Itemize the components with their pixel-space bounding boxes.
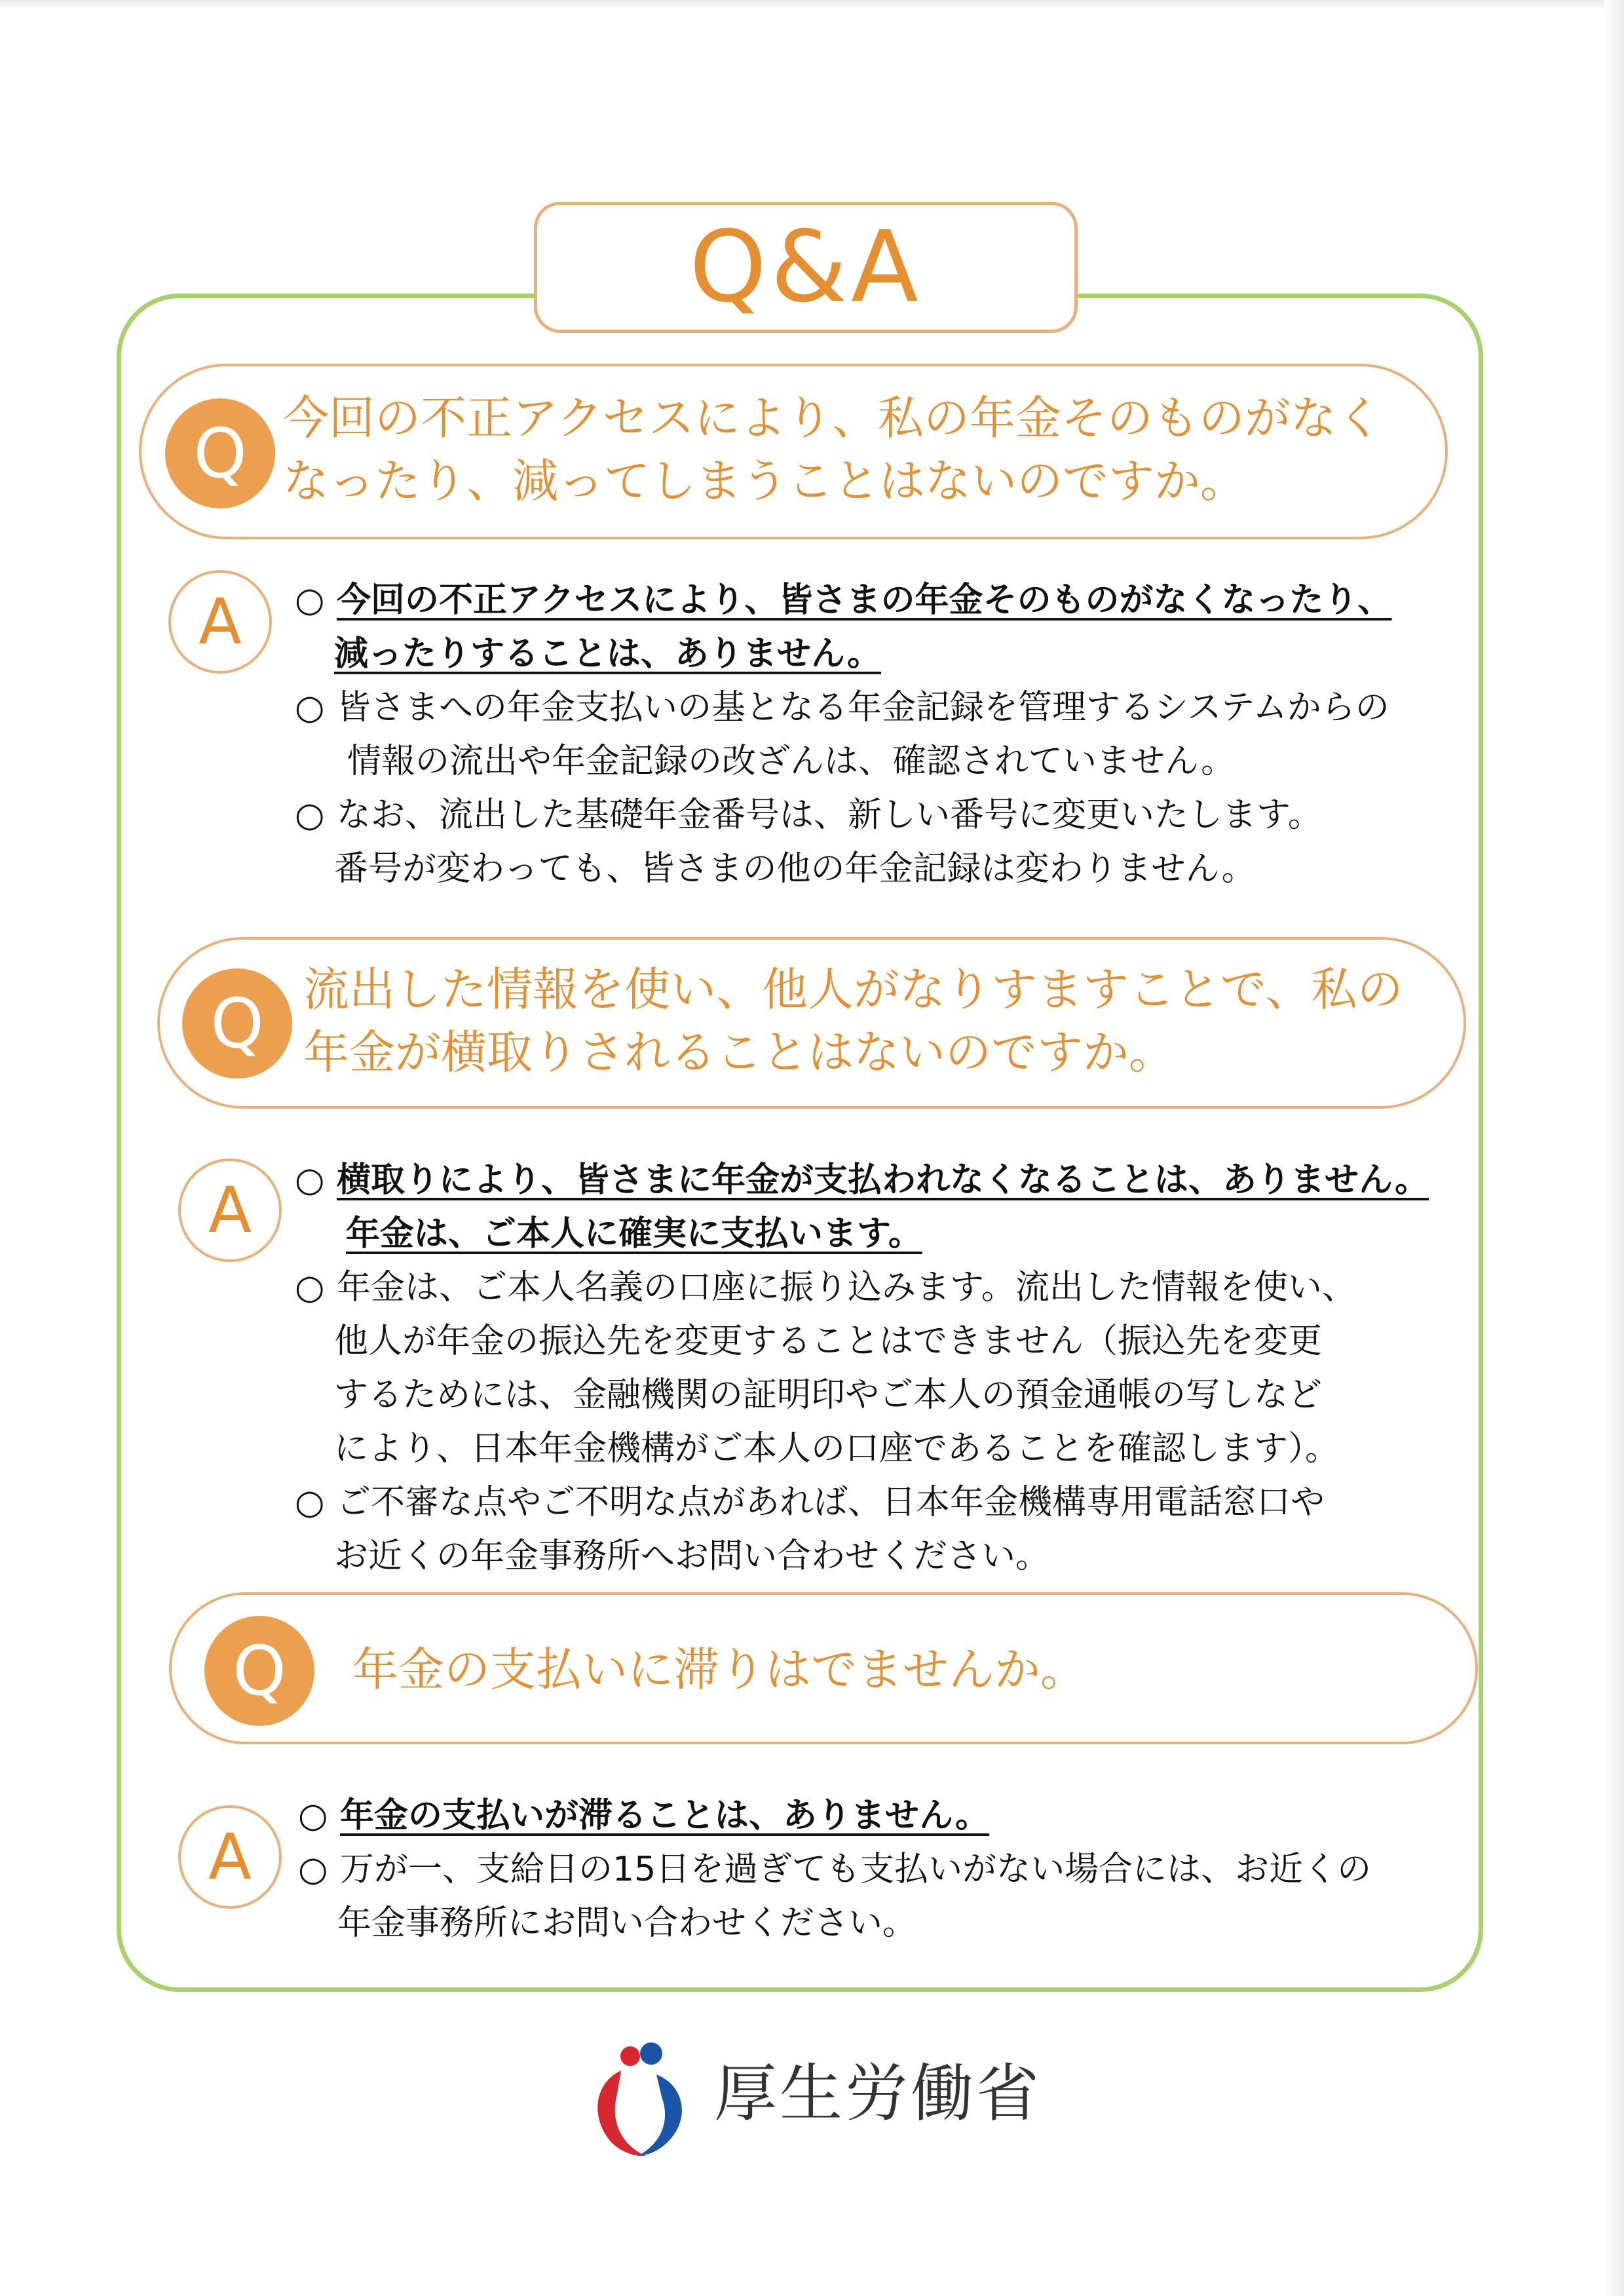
q-badge-3: Q (204, 1616, 314, 1726)
answer-2-1-line-1: ○ 横取りにより、皆さまに年金が支払われなくなることは、ありません。 (295, 1153, 1474, 1207)
answer-2-2-line-4: により、日本年金機構がご本人の口座であることを確認します）。 (334, 1429, 1340, 1468)
bullet-icon: ○ (295, 795, 325, 835)
bullet-icon: ○ (295, 581, 325, 620)
bullet-icon: ○ (295, 688, 325, 727)
scan-edge-right (1604, 0, 1624, 2296)
question-text-2: 流出した情報を使い、他人がなりすますことで、私の 年金が横取りされることはないのですか。 (303, 963, 1403, 1079)
answer-block-1 (295, 573, 1474, 896)
bullet-icon: ○ (295, 1160, 325, 1200)
answer-block-2 (295, 1153, 1474, 1583)
scan-edge-top (0, 0, 1624, 9)
page-title: Q&A (689, 210, 922, 324)
answer-1-3-line-2: 番号が変わっても、皆さまの他の年金記録は変わりません。 (334, 849, 1256, 889)
answer-1-1-line-2: 減ったりすることは、ありません。 (334, 634, 882, 674)
answer-3-2-line-1: ○ 万が一、支給日の15日を過ぎても支払いがない場合には、お近くの (298, 1843, 1477, 1896)
bullet-icon: ○ (298, 1850, 328, 1889)
q-badge-2: Q (182, 968, 292, 1079)
title-box (534, 202, 1078, 333)
bullet-icon: ○ (295, 1268, 325, 1307)
answer-1-1-line-1: ○ 今回の不正アクセスにより、皆さまの年金そのものがなくなったり、 (295, 573, 1474, 627)
mhlw-logo-icon (583, 2031, 701, 2162)
answer-3-2-line-2: 年金事務所にお問い合わせください。 (337, 1904, 917, 1943)
answer-2-2-line-3: するためには、金融機関の証明印やご本人の預金通帳の写しなど (334, 1375, 1323, 1415)
question-text-3: 年金の支払いに滞りはでませんか。 (352, 1643, 1086, 1696)
ministry-name: 厚生労働省 (714, 2057, 1042, 2130)
answer-2-2-line-1: ○ 年金は、ご本人名義の口座に振り込みます。流出した情報を使い、 (295, 1261, 1474, 1314)
bullet-icon: ○ (295, 1483, 325, 1522)
answer-2-2-line-2: 他人が年金の振込先を変更することはできません（振込先を変更 (334, 1322, 1323, 1361)
answer-2-3-line-1: ○ ご不審な点やご不明な点があれば、日本年金機構専用電話窓口や (295, 1476, 1474, 1529)
a-badge-2: A (178, 1158, 282, 1262)
footer-logo (583, 2031, 1042, 2162)
a-badge-1: A (168, 570, 272, 674)
q-badge-1: Q (165, 398, 275, 508)
answer-block-3 (298, 1789, 1477, 1950)
answer-2-1-line-2: 年金は、ご本人に確実に支払います。 (346, 1214, 922, 1253)
answer-1-2-line-2: 情報の流出や年金記録の改ざんは、確認されていません。 (347, 742, 1236, 781)
answer-3-1-line-1: ○ 年金の支払いが滞ることは、ありません。 (298, 1789, 1477, 1843)
answer-2-3-line-2: お近くの年金事務所へお問い合わせください。 (334, 1537, 1050, 1576)
answer-1-2-line-1: ○ 皆さまへの年金支払いの基となる年金記録を管理するシステムからの (295, 681, 1474, 735)
a-badge-3: A (178, 1805, 282, 1909)
answer-1-3-line-1: ○ なお、流出した基礎年金番号は、新しい番号に変更いたします。 (295, 788, 1474, 842)
question-text-1: 今回の不正アクセスにより、私の年金そのものがなく なったり、減ってしまうことはないのですか。 (283, 391, 1382, 508)
bullet-icon: ○ (298, 1796, 328, 1835)
